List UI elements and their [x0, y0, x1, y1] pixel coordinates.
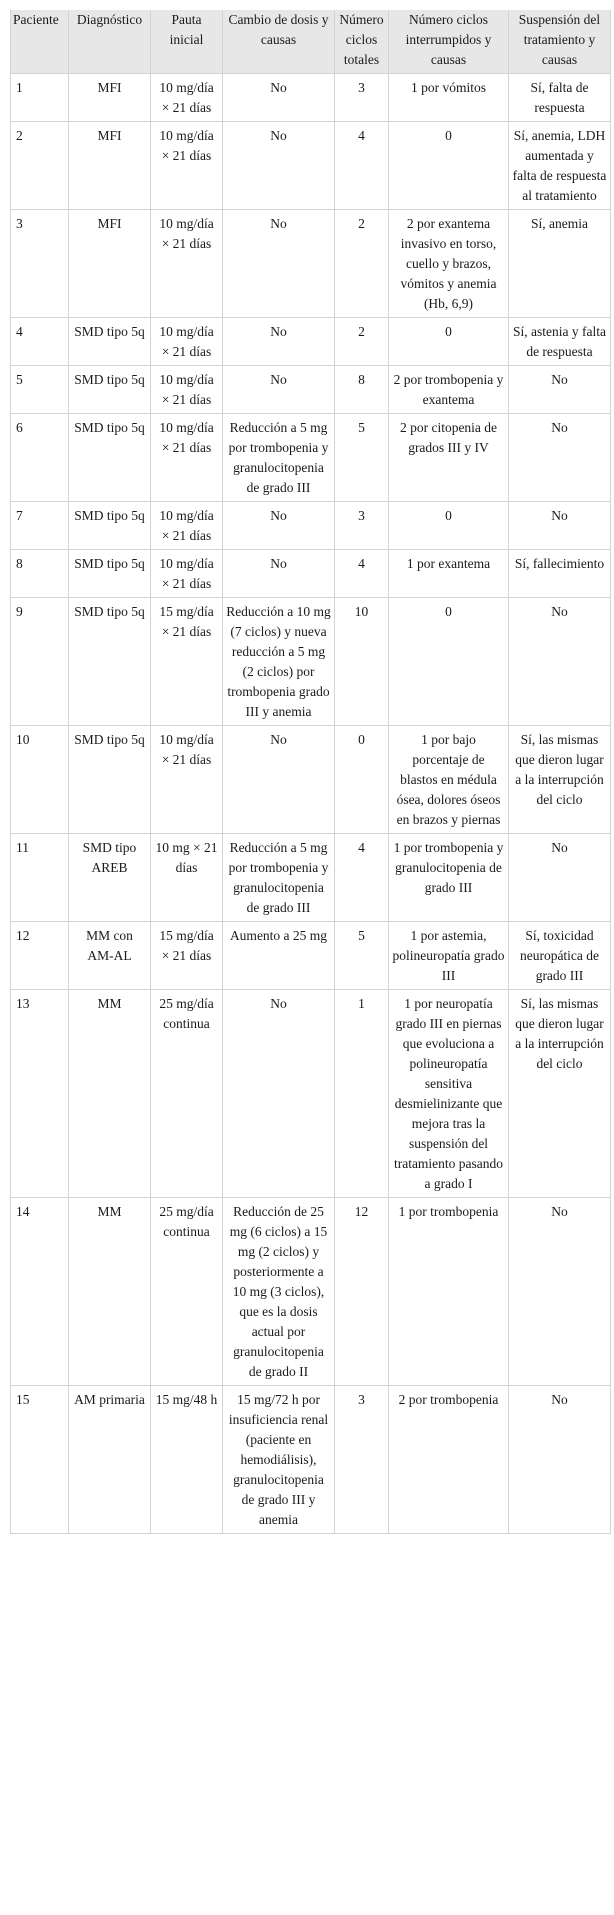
cell-diagnostico: SMD tipo 5q — [69, 726, 151, 834]
cell-pauta-inicial: 15 mg/48 h — [151, 1386, 223, 1534]
cell-paciente: 14 — [11, 1198, 69, 1386]
cell-cambio-dosis: No — [223, 990, 335, 1198]
table-body — [11, 74, 611, 1534]
cell-pauta-inicial: 25 mg/día continua — [151, 990, 223, 1198]
header-suspension: Suspensión del tratamiento y causas — [509, 10, 611, 74]
table-row — [11, 210, 611, 318]
cell-ciclos-totales: 5 — [335, 922, 389, 990]
cell-suspension: No — [509, 366, 611, 414]
cell-pauta-inicial: 15 mg/día × 21 días — [151, 922, 223, 990]
cell-diagnostico: SMD tipo 5q — [69, 598, 151, 726]
cell-cambio-dosis: Reducción de 25 mg (6 ciclos) a 15 mg (2 ciclos) y posteriormente a 10 mg (3 ciclos), que es la dosis actual por granulocitopenia de grado II — [223, 1198, 335, 1386]
cell-suspension: No — [509, 502, 611, 550]
cell-paciente: 2 — [11, 122, 69, 210]
cell-diagnostico: AM primaria — [69, 1386, 151, 1534]
cell-ciclos-interrumpidos: 2 por citopenia de grados III y IV — [389, 414, 509, 502]
cell-ciclos-interrumpidos: 1 por astemia, polineuropatía grado III — [389, 922, 509, 990]
cell-ciclos-interrumpidos: 2 por exantema invasivo en torso, cuello y brazos, vómitos y anemia (Hb, 6,9) — [389, 210, 509, 318]
cell-diagnostico: SMD tipo 5q — [69, 366, 151, 414]
cell-suspension: No — [509, 834, 611, 922]
cell-pauta-inicial: 10 mg/día × 21 días — [151, 414, 223, 502]
cell-paciente: 13 — [11, 990, 69, 1198]
cell-suspension: Sí, anemia — [509, 210, 611, 318]
cell-suspension: No — [509, 1198, 611, 1386]
cell-paciente: 11 — [11, 834, 69, 922]
cell-ciclos-totales: 2 — [335, 318, 389, 366]
table-row — [11, 318, 611, 366]
cell-pauta-inicial: 10 mg/día × 21 días — [151, 122, 223, 210]
cell-suspension: No — [509, 598, 611, 726]
cell-paciente: 4 — [11, 318, 69, 366]
cell-ciclos-totales: 4 — [335, 550, 389, 598]
cell-cambio-dosis: No — [223, 502, 335, 550]
cell-ciclos-interrumpidos: 0 — [389, 598, 509, 726]
cell-paciente: 15 — [11, 1386, 69, 1534]
cell-ciclos-totales: 5 — [335, 414, 389, 502]
cell-suspension: Sí, astenia y falta de respuesta — [509, 318, 611, 366]
header-ciclos-interrumpidos: Número ciclos interrumpidos y causas — [389, 10, 509, 74]
cell-cambio-dosis: No — [223, 726, 335, 834]
cell-ciclos-totales: 4 — [335, 122, 389, 210]
cell-pauta-inicial: 15 mg/día × 21 días — [151, 598, 223, 726]
cell-ciclos-totales: 4 — [335, 834, 389, 922]
cell-diagnostico: SMD tipo 5q — [69, 318, 151, 366]
cell-cambio-dosis: No — [223, 366, 335, 414]
cell-diagnostico: SMD tipo AREB — [69, 834, 151, 922]
cell-pauta-inicial: 25 mg/día continua — [151, 1198, 223, 1386]
cell-diagnostico: MM con AM-AL — [69, 922, 151, 990]
cell-ciclos-interrumpidos: 1 por exantema — [389, 550, 509, 598]
cell-cambio-dosis: No — [223, 318, 335, 366]
cell-ciclos-interrumpidos: 1 por trombopenia — [389, 1198, 509, 1386]
cell-cambio-dosis: Reducción a 5 mg por trombopenia y granulocitopenia de grado III — [223, 414, 335, 502]
table-row — [11, 598, 611, 726]
cell-pauta-inicial: 10 mg/día × 21 días — [151, 366, 223, 414]
header-ciclos-totales: Número ciclos totales — [335, 10, 389, 74]
cell-ciclos-totales: 3 — [335, 74, 389, 122]
cell-diagnostico: MM — [69, 1198, 151, 1386]
cell-diagnostico: MFI — [69, 210, 151, 318]
cell-diagnostico: MM — [69, 990, 151, 1198]
cell-ciclos-totales: 8 — [335, 366, 389, 414]
cell-ciclos-totales: 3 — [335, 502, 389, 550]
table-row — [11, 550, 611, 598]
table-row — [11, 726, 611, 834]
cell-suspension: Sí, fallecimiento — [509, 550, 611, 598]
cell-cambio-dosis: No — [223, 210, 335, 318]
cell-diagnostico: SMD tipo 5q — [69, 502, 151, 550]
cell-diagnostico: MFI — [69, 74, 151, 122]
cell-paciente: 8 — [11, 550, 69, 598]
cell-pauta-inicial: 10 mg/día × 21 días — [151, 550, 223, 598]
cell-diagnostico: SMD tipo 5q — [69, 550, 151, 598]
cell-ciclos-interrumpidos: 1 por vómitos — [389, 74, 509, 122]
cell-pauta-inicial: 10 mg/día × 21 días — [151, 318, 223, 366]
table-row — [11, 74, 611, 122]
cell-ciclos-interrumpidos: 0 — [389, 502, 509, 550]
cell-ciclos-totales: 0 — [335, 726, 389, 834]
table-row — [11, 366, 611, 414]
cell-pauta-inicial: 10 mg/día × 21 días — [151, 502, 223, 550]
header-cambio-dosis: Cambio de dosis y causas — [223, 10, 335, 74]
cell-paciente: 6 — [11, 414, 69, 502]
table-row — [11, 922, 611, 990]
table-row — [11, 1198, 611, 1386]
cell-paciente: 9 — [11, 598, 69, 726]
cell-ciclos-totales: 12 — [335, 1198, 389, 1386]
cell-suspension: Sí, anemia, LDH aumentada y falta de respuesta al tratamiento — [509, 122, 611, 210]
cell-paciente: 12 — [11, 922, 69, 990]
cell-cambio-dosis: Reducción a 5 mg por trombopenia y granulocitopenia de grado III — [223, 834, 335, 922]
cell-suspension: No — [509, 1386, 611, 1534]
patients-table — [10, 10, 611, 1534]
cell-suspension: Sí, toxicidad neuropática de grado III — [509, 922, 611, 990]
table-row — [11, 834, 611, 922]
cell-diagnostico: SMD tipo 5q — [69, 414, 151, 502]
cell-ciclos-interrumpidos: 1 por bajo porcentaje de blastos en médula ósea, dolores óseos en brazos y piernas — [389, 726, 509, 834]
table-header-row — [11, 10, 611, 74]
table-row — [11, 990, 611, 1198]
cell-cambio-dosis: Aumento a 25 mg — [223, 922, 335, 990]
cell-ciclos-interrumpidos: 0 — [389, 318, 509, 366]
cell-ciclos-totales: 3 — [335, 1386, 389, 1534]
cell-pauta-inicial: 10 mg/día × 21 días — [151, 210, 223, 318]
cell-ciclos-interrumpidos: 2 por trombopenia y exantema — [389, 366, 509, 414]
header-pauta-inicial: Pauta inicial — [151, 10, 223, 74]
cell-cambio-dosis: Reducción a 10 mg (7 ciclos) y nueva reducción a 5 mg (2 ciclos) por trombopenia grado III y anemia — [223, 598, 335, 726]
header-paciente: Paciente — [11, 10, 69, 74]
table-row — [11, 122, 611, 210]
cell-cambio-dosis: No — [223, 74, 335, 122]
cell-ciclos-totales: 10 — [335, 598, 389, 726]
cell-ciclos-interrumpidos: 0 — [389, 122, 509, 210]
cell-ciclos-interrumpidos: 2 por trombopenia — [389, 1386, 509, 1534]
cell-suspension: Sí, las mismas que dieron lugar a la interrupción del ciclo — [509, 990, 611, 1198]
cell-suspension: Sí, falta de respuesta — [509, 74, 611, 122]
cell-ciclos-totales: 1 — [335, 990, 389, 1198]
cell-paciente: 10 — [11, 726, 69, 834]
cell-pauta-inicial: 10 mg × 21 días — [151, 834, 223, 922]
cell-cambio-dosis: No — [223, 550, 335, 598]
header-diagnostico: Diagnóstico — [69, 10, 151, 74]
cell-cambio-dosis: No — [223, 122, 335, 210]
cell-ciclos-interrumpidos: 1 por neuropatía grado III en piernas que evoluciona a polineuropatía sensitiva desmielinizante que mejora tras la suspensión del tratamiento pasando a grado I — [389, 990, 509, 1198]
cell-suspension: No — [509, 414, 611, 502]
cell-ciclos-totales: 2 — [335, 210, 389, 318]
cell-paciente: 5 — [11, 366, 69, 414]
cell-diagnostico: MFI — [69, 122, 151, 210]
cell-paciente: 7 — [11, 502, 69, 550]
table-row — [11, 1386, 611, 1534]
cell-paciente: 3 — [11, 210, 69, 318]
table-row — [11, 414, 611, 502]
cell-pauta-inicial: 10 mg/día × 21 días — [151, 726, 223, 834]
cell-suspension: Sí, las mismas que dieron lugar a la interrupción del ciclo — [509, 726, 611, 834]
table-row — [11, 502, 611, 550]
cell-pauta-inicial: 10 mg/día × 21 días — [151, 74, 223, 122]
cell-paciente: 1 — [11, 74, 69, 122]
cell-ciclos-interrumpidos: 1 por trombopenia y granulocitopenia de grado III — [389, 834, 509, 922]
cell-cambio-dosis: 15 mg/72 h por insuficiencia renal (paciente en hemodiálisis), granulocitopenia de grado III y anemia — [223, 1386, 335, 1534]
